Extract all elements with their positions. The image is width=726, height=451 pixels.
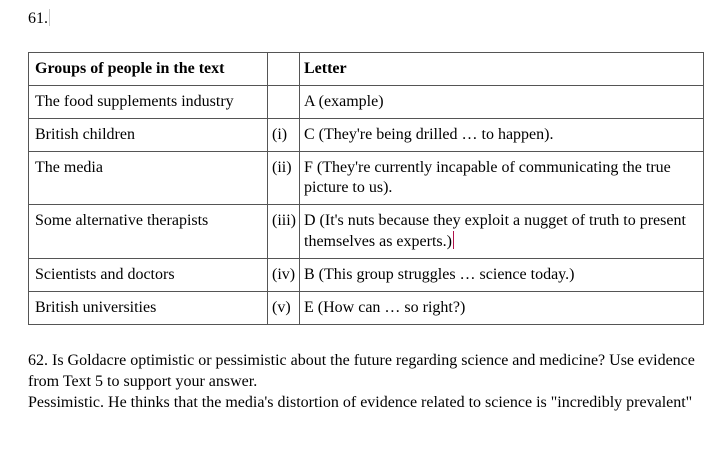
row-letter-cell[interactable] [300,205,704,259]
question-62-prompt: 62. Is Goldacre optimistic or pessimistic about the future regarding science and medicine? Use evidence from Text 5 to support your answer. [28,352,695,390]
table-row [29,292,704,325]
row-letter: A (example) [300,86,704,119]
row-numeral: (iv) [268,259,300,292]
header-group: Groups of people in the text [29,53,268,86]
table-row [29,119,704,152]
row-group: The food supplements industry [29,86,268,119]
row-group: British children [29,119,268,152]
row-numeral: (iii) [268,205,300,259]
row-numeral [268,86,300,119]
question-61-number [28,9,50,28]
answer-table [28,52,704,325]
question-62-answer[interactable]: Pessimistic. He thinks that the media's distortion of evidence related to science is "incredibly prevalent" [28,394,693,411]
row-letter: E (How can … so right?) [300,292,704,325]
table-row [29,259,704,292]
row-group: British universities [29,292,268,325]
text-cursor [49,9,50,26]
table-row [29,152,704,205]
question-61-label: 61. [28,10,48,27]
table-header-row [29,53,704,86]
row-letter: D (It's nuts because they exploit a nugget of truth to present themselves as experts.) [304,212,686,250]
row-letter: C (They're being drilled … to happen). [300,119,704,152]
table-row [29,205,704,259]
row-group: The media [29,152,268,205]
row-group: Scientists and doctors [29,259,268,292]
header-letter: Letter [300,53,704,86]
table-row [29,86,704,119]
row-numeral: (i) [268,119,300,152]
edit-cursor [453,231,454,249]
row-letter: B (This group struggles … science today.) [300,259,704,292]
question-62 [28,350,708,413]
row-group: Some alternative therapists [29,205,268,259]
row-numeral: (v) [268,292,300,325]
header-numeral [268,53,300,86]
row-numeral: (ii) [268,152,300,205]
row-letter: F (They're currently incapable of communicating the true picture to us). [300,152,704,205]
